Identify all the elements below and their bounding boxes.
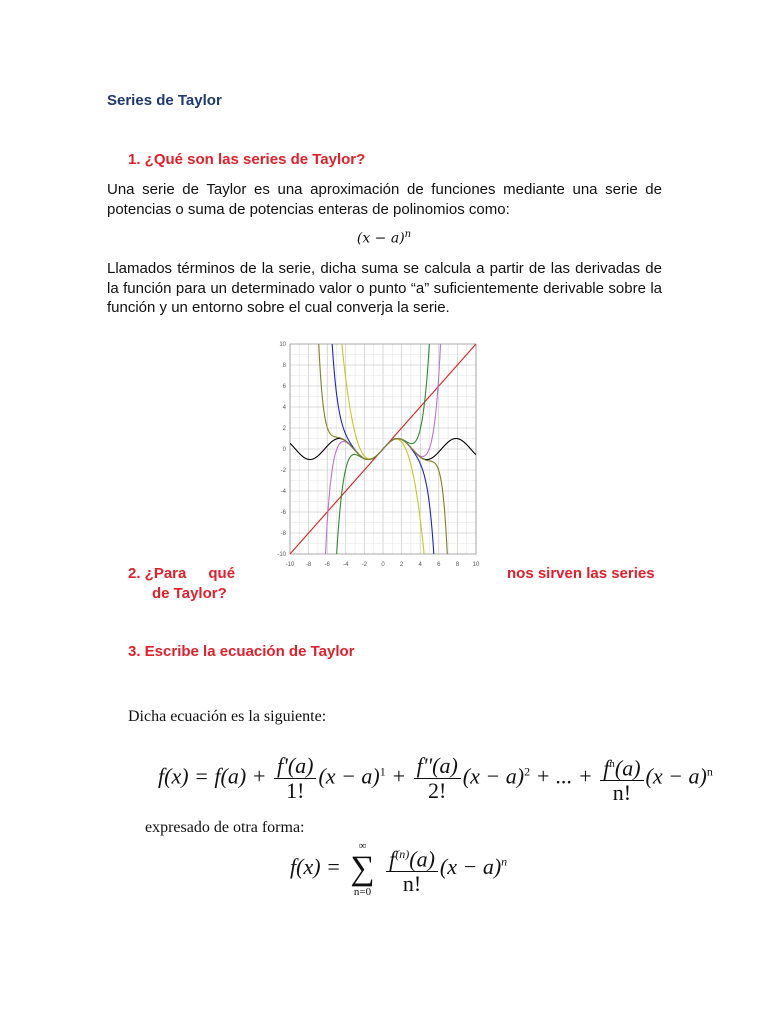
y-tick-label: -2 <box>280 468 286 474</box>
eq1-termn-num-tail: (a) <box>614 755 641 781</box>
section-2-heading-line-2: de Taylor? <box>152 585 227 602</box>
x-tick-label: 8 <box>455 562 460 568</box>
eq1-termn-den: n! <box>612 780 632 806</box>
sum-upper-limit: ∞ <box>358 840 367 852</box>
section-2-heading-word-2: qué <box>208 565 236 582</box>
y-tick-label: 4 <box>282 405 286 411</box>
x-tick-label: 6 <box>437 562 441 568</box>
section-1-paragraph-2: Llamados términos de la serie, dicha suma se calcula a partir de las derivadas de la función para un determinado valor o punto “a” suficientemente derivable sobre la función y un entorno sobre el cual converja la serie. <box>107 260 662 316</box>
eq1-term1-tail: (x − a) <box>318 763 380 789</box>
binomial-formula <box>0 229 768 247</box>
equation-alternative-intro: expresado de otra forma: <box>145 819 305 836</box>
y-tick-label: 10 <box>279 342 286 348</box>
taylor-equation-expanded <box>158 752 713 805</box>
eq2-num-exp: (n) <box>395 846 410 861</box>
y-tick-label: 6 <box>282 384 286 390</box>
eq1-termn-num-f: f <box>603 755 610 781</box>
taylor-equation-sum <box>290 840 507 898</box>
section-1-paragraph-1: Una serie de Taylor es una aproximación de funciones mediante una serie de potencias o suma de potencias enteras de polinomios como: <box>107 181 662 218</box>
y-tick-label: -10 <box>277 552 286 558</box>
x-tick-label: -4 <box>343 562 349 568</box>
eq1-termn-num-exp: n <box>609 758 615 770</box>
section-3-heading: 3. Escribe la ecuación de Taylor <box>128 643 355 660</box>
x-tick-label: 2 <box>399 562 404 568</box>
eq1-termn-tail: (x − a) <box>645 763 707 789</box>
x-tick-label: -6 <box>324 562 330 568</box>
eq1-term2-tail: (x − a) <box>462 763 525 789</box>
binomial-base: (x − a) <box>356 230 405 247</box>
y-tick-label: -8 <box>280 531 286 537</box>
x-tick-label: -2 <box>361 562 368 568</box>
eq1-termn-fraction <box>600 752 643 805</box>
x-tick-label: 4 <box>418 562 422 568</box>
eq1-plus: + <box>391 763 407 789</box>
eq1-dots: + ... + <box>535 763 593 789</box>
eq1-term1-num: f'(a) <box>274 754 316 779</box>
page-title: Series de Taylor <box>107 92 222 109</box>
equation-intro: Dicha ecuación es la siguiente: <box>128 708 327 725</box>
sum-sigma: ∑ <box>350 850 375 887</box>
x-tick-label: 10 <box>472 562 480 568</box>
x-tick-label: 0 <box>381 562 385 568</box>
eq1-termn-exp: n <box>706 764 713 779</box>
eq1-term1-exp: 1 <box>379 764 386 779</box>
eq1-term2-den: 2! <box>428 778 447 804</box>
eq1-lhs: f(x) = f(a) + <box>158 763 267 789</box>
eq1-term2-exp: 2 <box>524 764 531 779</box>
x-tick-label: -8 <box>305 562 312 568</box>
summation-symbol <box>350 840 374 898</box>
taylor-approximation-chart <box>268 330 488 578</box>
y-tick-label: -6 <box>280 510 286 516</box>
binomial-exponent: n <box>404 229 412 240</box>
eq2-lhs: f(x) = <box>290 854 341 880</box>
eq2-fraction <box>386 842 438 896</box>
eq1-termn-num <box>600 752 643 781</box>
sum-lower-limit: n=0 <box>353 886 372 898</box>
y-tick-label: 0 <box>282 447 286 453</box>
eq2-den: n! <box>402 871 422 897</box>
section-2-heading-start <box>128 565 235 582</box>
y-tick-label: 8 <box>282 363 286 369</box>
x-tick-label: -10 <box>285 562 295 568</box>
section-1-heading: 1. ¿Qué son las series de Taylor? <box>128 151 366 168</box>
y-tick-label: 2 <box>282 426 286 432</box>
eq1-term2-num: f''(a) <box>414 754 461 779</box>
eq2-num-tail: (a) <box>409 846 435 872</box>
y-tick-label: -4 <box>280 489 286 495</box>
section-2-heading-word-1: 2. ¿Para <box>128 565 187 582</box>
section-2-heading-end: nos sirven las series <box>507 565 655 582</box>
eq2-num-f: f <box>389 846 396 872</box>
eq2-exp: n <box>501 854 508 869</box>
eq1-term1-fraction <box>274 754 316 803</box>
eq2-tail: (x − a) <box>439 854 502 880</box>
eq1-term1-den: 1! <box>286 778 305 804</box>
eq1-term2-fraction <box>414 754 461 803</box>
eq2-num <box>386 842 438 872</box>
